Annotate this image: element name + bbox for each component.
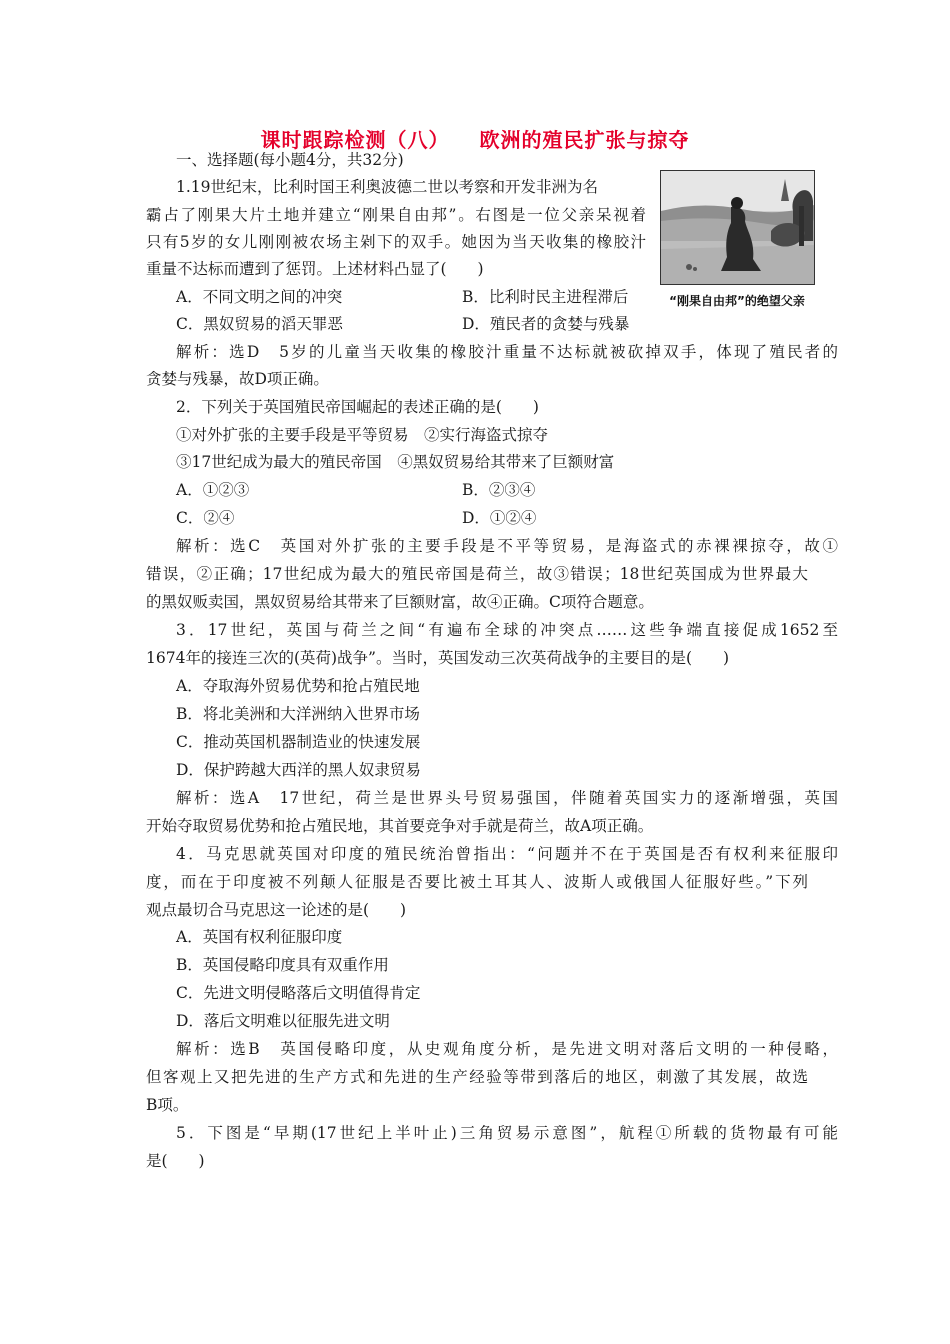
q4-answer-line-2: 但客观上又把先进的生产方式和先进的生产经验等带到落后的地区，刺激了其发展，故选 xyxy=(146,1068,808,1086)
q4-option-d: D．落后文明难以征服先进文明 xyxy=(176,1012,390,1030)
q5-line-1: 5．下图是“早期(17世纪上半叶止)三角贸易示意图”，航程①所载的货物最有可能 xyxy=(176,1124,838,1142)
q3-line-1: 3．17世纪，英国与荷兰之间“有遍布全球的冲突点……这些争端直接促成1652至 xyxy=(176,621,838,639)
q2-answer-line-3: 的黑奴贩卖国，黑奴贸易给其带来了巨额财富，故④正确。C项符合题意。 xyxy=(146,593,654,611)
q2-items-1: ①对外扩张的主要手段是平等贸易 ②实行海盗式掠夺 xyxy=(176,426,549,444)
q4-answer-line-3: B项。 xyxy=(146,1096,189,1114)
q2-options-row-2 xyxy=(146,508,838,528)
q2-option-a: A．①②③ xyxy=(176,481,250,499)
q1-option-c: C．黑奴贸易的滔天罪恶 xyxy=(176,315,343,333)
q2-option-d: D．①②④ xyxy=(462,509,537,527)
q1-options-row-2 xyxy=(146,314,676,334)
q1-option-d: D．殖民者的贪婪与残暴 xyxy=(462,315,630,333)
congo-father-photo xyxy=(660,170,815,285)
q1-answer-line-1: 解析：选D 5岁的儿童当天收集的橡胶汁重量不达标就被砍掉双手，体现了殖民者的 xyxy=(176,343,838,361)
q3-line-2: 1674年的接连三次的(英荷)战争”。当时，英国发动三次英荷战争的主要目的是( ) xyxy=(146,649,730,667)
q1-answer-line-2: 贪婪与残暴，故D项正确。 xyxy=(146,370,329,388)
q3-option-d: D．保护跨越大西洋的黑人奴隶贸易 xyxy=(176,761,421,779)
q3-answer-line-1: 解析：选A 17世纪，荷兰是世界头号贸易强国，伴随着英国实力的逐渐增强，英国 xyxy=(176,789,838,807)
section-heading: 一、选择题(每小题4分，共32分) xyxy=(176,151,404,169)
q3-answer-line-2: 开始夺取贸易优势和抢占殖民地，其首要竞争对手就是荷兰，故A项正确。 xyxy=(146,817,654,835)
q2-option-c: C．②④ xyxy=(176,509,235,527)
q4-line-1: 4．马克思就英国对印度的殖民统治曾指出：“问题并不在于英国是否有权利来征服印 xyxy=(176,845,838,863)
q1-line-4: 重量不达标而遭到了惩罚。上述材料凸显了( ) xyxy=(146,260,484,278)
q3-option-b: B．将北美洲和大洋洲纳入世界市场 xyxy=(176,705,420,723)
q4-answer-line-1: 解析：选B 英国侵略印度，从史观角度分析，是先进文明对落后文明的一种侵略， xyxy=(176,1040,838,1058)
q2-answer-line-2: 错误，②正确；17世纪成为最大的殖民帝国是荷兰，故③错误；18世纪英国成为世界最大 xyxy=(146,565,808,583)
q1-line-3: 只有5岁的女儿刚刚被农场主剁下的双手。她因为当天收集的橡胶汁 xyxy=(146,233,646,251)
q4-option-c: C．先进文明侵略落后文明值得肯定 xyxy=(176,984,421,1002)
q1-option-b: B．比利时民主进程滞后 xyxy=(462,288,629,306)
q2-stem: 2．下列关于英国殖民帝国崛起的表述正确的是( ) xyxy=(176,398,539,416)
q4-option-a: A．英国有权利征服印度 xyxy=(176,928,343,946)
q4-line-3: 观点最切合马克思这一论述的是( ) xyxy=(146,901,407,919)
q2-answer-line-1: 解析：选C 英国对外扩张的主要手段是不平等贸易，是海盗式的赤裸裸掠夺，故① xyxy=(176,537,838,555)
q1-option-a: A．不同文明之间的冲突 xyxy=(176,288,343,306)
title-part1: 课时跟踪检测（八） xyxy=(260,128,450,152)
title-part2: 欧洲的殖民扩张与掠夺 xyxy=(479,128,690,152)
q2-items-2: ③17世纪成为最大的殖民帝国 ④黑奴贸易给其带来了巨额财富 xyxy=(176,453,615,471)
q2-options-row-1 xyxy=(146,480,838,500)
q3-option-c: C．推动英国机器制造业的快速发展 xyxy=(176,733,421,751)
q1-line-1: 1.19世纪末，比利时国王利奥波德二世以考察和开发非洲为名 xyxy=(176,178,599,196)
q2-option-b: B．②③④ xyxy=(462,481,536,499)
q1-line-2: 霸占了刚果大片土地并建立“刚果自由邦”。右图是一位父亲呆视着 xyxy=(146,206,646,224)
page-title xyxy=(0,124,950,153)
q3-option-a: A．夺取海外贸易优势和抢占殖民地 xyxy=(176,677,420,695)
q4-option-b: B．英国侵略印度具有双重作用 xyxy=(176,956,389,974)
q1-options-row-1 xyxy=(146,287,676,307)
q4-line-2: 度，而在于印度被不列颠人征服是否要比被土耳其人、波斯人或俄国人征服好些。”下列 xyxy=(146,873,808,891)
q5-line-2: 是( ) xyxy=(146,1152,205,1170)
photo-caption: “刚果自由邦”的绝望父亲 xyxy=(669,294,805,308)
